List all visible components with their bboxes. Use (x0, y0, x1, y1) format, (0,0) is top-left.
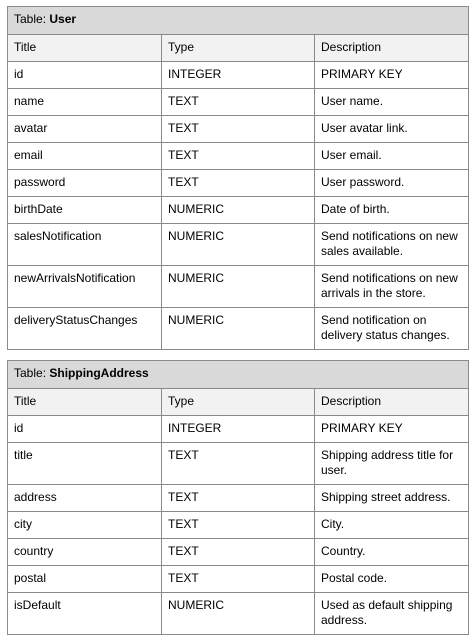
cell-title: password (8, 170, 162, 197)
table-row (8, 485, 469, 512)
cell-description: City. (315, 512, 469, 539)
cell-title: city (8, 512, 162, 539)
column-header-type: Type (162, 389, 315, 416)
table-caption-row (8, 7, 469, 35)
user-table (7, 6, 469, 350)
table-caption-row (8, 361, 469, 389)
table-name: ShippingAddress (49, 366, 149, 380)
cell-type: TEXT (162, 443, 315, 485)
table-header-row (8, 389, 469, 416)
table-row (8, 62, 469, 89)
cell-description: Shipping street address. (315, 485, 469, 512)
table-row (8, 116, 469, 143)
cell-description: Used as default shipping address. (315, 593, 469, 635)
table-header-row (8, 35, 469, 62)
table-row (8, 308, 469, 350)
cell-description: PRIMARY KEY (315, 416, 469, 443)
cell-type: TEXT (162, 566, 315, 593)
cell-description: User avatar link. (315, 116, 469, 143)
cell-description: Send notifications on new arrivals in the store. (315, 266, 469, 308)
table-row (8, 512, 469, 539)
table-caption (8, 7, 469, 35)
cell-title: name (8, 89, 162, 116)
cell-type: NUMERIC (162, 308, 315, 350)
cell-description: PRIMARY KEY (315, 62, 469, 89)
cell-type: NUMERIC (162, 266, 315, 308)
cell-type: TEXT (162, 116, 315, 143)
cell-title: birthDate (8, 197, 162, 224)
cell-title: country (8, 539, 162, 566)
cell-title: newArrivalsNotification (8, 266, 162, 308)
cell-title: id (8, 62, 162, 89)
cell-title: deliveryStatusChanges (8, 308, 162, 350)
caption-prefix: Table: (14, 366, 50, 380)
shipping-address-table (7, 360, 469, 635)
table-caption (8, 361, 469, 389)
table-row (8, 539, 469, 566)
cell-title: id (8, 416, 162, 443)
column-header-title: Title (8, 35, 162, 62)
column-header-description: Description (315, 35, 469, 62)
cell-type: TEXT (162, 512, 315, 539)
cell-description: Shipping address title for user. (315, 443, 469, 485)
table-row (8, 593, 469, 635)
table-row (8, 197, 469, 224)
caption-prefix: Table: (14, 12, 50, 26)
cell-description: Date of birth. (315, 197, 469, 224)
cell-type: TEXT (162, 143, 315, 170)
cell-description: User email. (315, 143, 469, 170)
column-header-description: Description (315, 389, 469, 416)
cell-title: title (8, 443, 162, 485)
cell-description: Country. (315, 539, 469, 566)
cell-title: isDefault (8, 593, 162, 635)
table-row (8, 89, 469, 116)
cell-type: TEXT (162, 485, 315, 512)
table-row (8, 566, 469, 593)
cell-type: TEXT (162, 539, 315, 566)
cell-type: NUMERIC (162, 593, 315, 635)
cell-title: salesNotification (8, 224, 162, 266)
cell-type: INTEGER (162, 416, 315, 443)
table-row (8, 170, 469, 197)
cell-description: User name. (315, 89, 469, 116)
cell-title: avatar (8, 116, 162, 143)
table-row (8, 143, 469, 170)
cell-type: TEXT (162, 89, 315, 116)
table-name: User (49, 12, 77, 26)
cell-title: email (8, 143, 162, 170)
table-row (8, 224, 469, 266)
table-row (8, 266, 469, 308)
cell-type: NUMERIC (162, 197, 315, 224)
column-header-title: Title (8, 389, 162, 416)
cell-type: NUMERIC (162, 224, 315, 266)
cell-description: Postal code. (315, 566, 469, 593)
cell-type: INTEGER (162, 62, 315, 89)
cell-title: postal (8, 566, 162, 593)
table-row (8, 443, 469, 485)
cell-type: TEXT (162, 170, 315, 197)
cell-title: address (8, 485, 162, 512)
cell-description: Send notification on delivery status changes. (315, 308, 469, 350)
table-row (8, 416, 469, 443)
cell-description: Send notifications on new sales available. (315, 224, 469, 266)
cell-description: User password. (315, 170, 469, 197)
column-header-type: Type (162, 35, 315, 62)
